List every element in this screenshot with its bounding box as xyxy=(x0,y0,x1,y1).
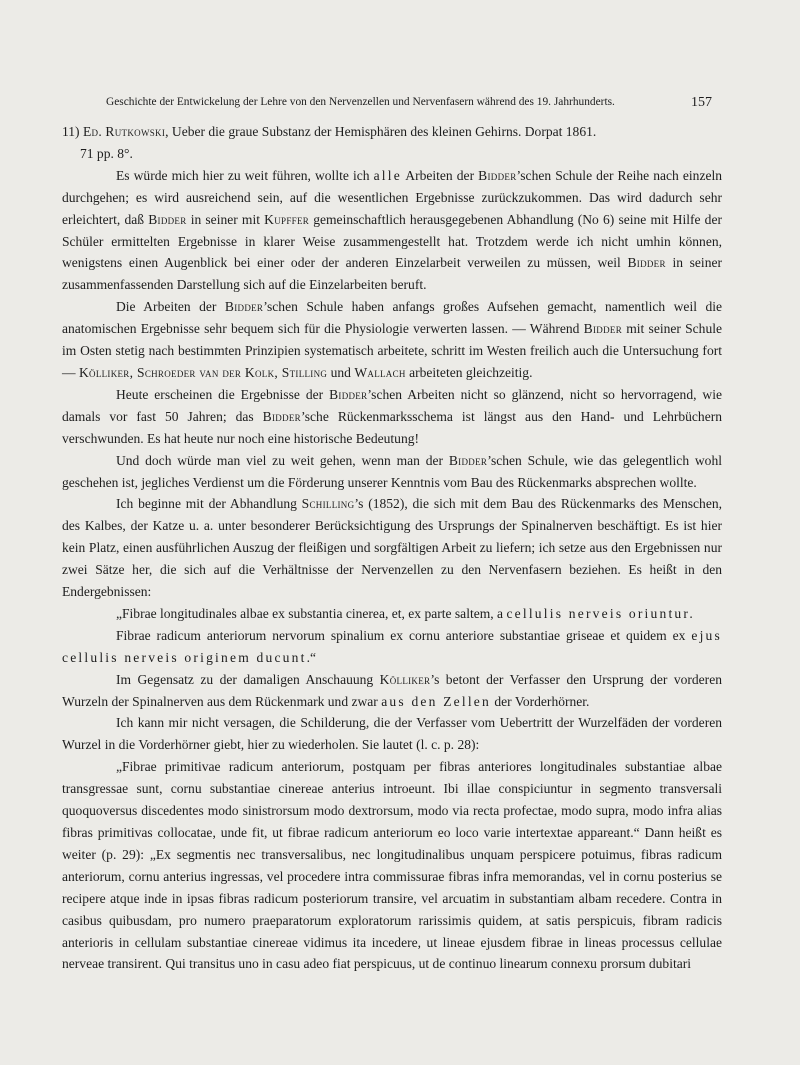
running-title: Geschichte der Entwickelung der Lehre von den Nervenzellen und Nervenfasern während des 19. Jahrhunderts. xyxy=(106,96,615,108)
text-run: „Fibrae longitudinales albae ex substantia cinerea, et, ex parte saltem, a xyxy=(116,605,504,621)
text-run: ’sche Rückenmarksschema ist längst aus den Hand- und Lehrbüchern verschwunden. Es hat heute nur noch eine historische Bedeutung! xyxy=(62,408,722,446)
text-run: Und doch würde man viel zu weit gehen, wenn man der xyxy=(116,452,444,468)
paragraph-2 xyxy=(62,296,722,384)
text-run: in seiner zusammenfassenden Darstellung sich auf die Einzelarbeiten beruft. xyxy=(62,255,722,293)
text-run: ’schen Schule der Reihe nach einzeln durchgehen; es wird ausreichend sein, auf die wesentlichen Ergebnisse zurückzukommen. Das wird dadurch sehr erleichtert, daß xyxy=(62,167,723,227)
reference-pages: 71 pp. 8°. xyxy=(80,145,133,161)
quote-3 xyxy=(62,756,722,975)
person-name: Bidder xyxy=(627,255,666,271)
person-name: Bidder xyxy=(148,211,187,227)
person-name: Bidder xyxy=(262,408,301,424)
text-run: Im Gegensatz zu der damaligen Anschauung xyxy=(116,671,374,687)
text-run: ’schen Schule haben anfangs großes Aufsehen gemacht, namentlich weil die anatomischen Ergebnisse sehr bequem sich für die Physiologie verwerten lassen. — Während xyxy=(62,299,722,337)
text-run: mit seiner Schule im Osten stetig nach bestimmten Prinzipien systematisch arbeitete, schritt im Westen freilich auch die Untersuchung fort — xyxy=(62,321,722,380)
paragraph-3 xyxy=(62,384,722,450)
reference-author-first: Ed. xyxy=(82,124,103,139)
text-run: arbeiteten gleichzeitig. xyxy=(409,364,533,380)
text-run: in seiner mit xyxy=(190,211,260,227)
spaced-phrase: aus den Zellen xyxy=(381,693,491,709)
text-run: Die Arbeiten der xyxy=(116,299,217,315)
paragraph-9 xyxy=(62,712,722,756)
paragraph-5 xyxy=(62,493,722,603)
person-name: Bidder xyxy=(448,452,488,468)
quote-1 xyxy=(62,603,722,625)
text-run: ’schen Schule, wie das gelegentlich wohl geschehen ist, jegliches Verdienst um die Förderung unserer Kenntnis vom Bau des Rückenmarks absprechen wollte. xyxy=(62,452,722,490)
text-run: Es würde mich hier zu weit führen, wollte ich xyxy=(116,167,370,183)
paragraph-8 xyxy=(62,669,722,713)
reference-entry xyxy=(62,121,722,165)
text-run: ’schen Arbeiten nicht so glänzend, nicht so hervorragend, wie damals vor fast 50 Jahren; das xyxy=(62,386,722,424)
text-run: der Vorderhörner. xyxy=(494,693,590,709)
person-name: Bidder xyxy=(478,167,517,183)
text-run: Arbeiten der xyxy=(405,167,475,183)
paragraph-1 xyxy=(62,165,722,296)
person-names: Kölliker, Schroeder van der Kolk, Stilling xyxy=(78,364,328,380)
quote-2 xyxy=(62,625,722,669)
body-text xyxy=(62,121,722,975)
person-name: Wallach xyxy=(354,364,406,380)
person-name: Bidder xyxy=(329,386,368,402)
text-run: .“ xyxy=(306,649,316,665)
person-name: Kölliker xyxy=(379,671,431,687)
reference-number: 11) xyxy=(62,124,80,139)
paragraph-4 xyxy=(62,450,722,494)
reference-title: , Ueber die graue Substanz der Hemisphären des kleinen Gehirns. Dorpat 1861. xyxy=(165,124,597,139)
text-run: Ich kann mir nicht versagen, die Schilderung, die der Verfasser vom Uebertritt der Wurzelfäden der vorderen Wurzel in die Vorderhörner giebt, hier zu wiederholen. Sie lautet (l. c. p. 28): xyxy=(62,715,722,753)
text-run: Fibrae radicum anteriorum nervorum spinalium ex cornu anteriore substantiae griseae et quidem ex xyxy=(116,627,686,643)
spaced-phrase: cellulis nerveis oriuntur. xyxy=(506,605,695,621)
running-header xyxy=(106,96,712,108)
text-run: ’s (1852), die sich mit dem Bau des Rückenmarks des Menschen, des Kalbes, der Katze u. a. unter besonderer Berücksichtigung des Ursprungs der Spinalnerven beschäftigt. Es ist hier kein Platz, einen ausführlichen Auszug der fleißigen und sorgfältigen Arbeit zu liefern; ich setze aus den Ergebnissen nur zwei Sätze her, die sich auf die Verhältnisse der Nervenzellen zu den Nervenfasern beziehen. Es heißt in den Endergebnissen: xyxy=(62,496,722,600)
text-run: ’s betont der Verfasser den Ursprung der vorderen Wurzeln der Spinalnerven aus dem Rückenmark und zwar xyxy=(62,671,722,709)
person-name: Schilling xyxy=(301,496,355,512)
spaced-word: alle xyxy=(373,167,402,183)
text-run: gemeinschaftlich herausgegebenen Abhandlung (No 6) seine mit Hilfe der Schüler ermittelten Ergebnisse in klarer Weise zusammengestellt hat. Trotzdem werde ich nicht umhin können, wenigstens einen Augenblick bei einer oder der anderen Einzelarbeit verweilen zu müssen, weil xyxy=(62,211,722,271)
page-number: 157 xyxy=(691,95,712,110)
text-run: „Fibrae primitivae radicum anteriorum, postquam per fibras anteriores longitudinales substantiae albae transgressae sunt, cornu substantiae cinereae anterius introeunt. Ibi illae conspiciuntur in segmento transversali quoquoversus discedentes modo sinistrorsum modo dextrorsum, modo via recta profectae, modo supra, modo infra alias fibras primitivas collocatae, unde fit, ut fibrae radicum anteriorum eo loco varie intertextae appareant.“ Dann heißt es weiter (p. 29): „Ex segmentis nec transversalibus, nec longitudinalibus unquam perspicere potuimus, fibras radicum anteriorum, cornu anterius ingressas, vel procedere intra commissurae fibras infra memorandas, vel in cornu posterius se recipere atque inde in ipsas fibras radicum posteriorum transire, vel arcuatim in substantiam albam recedere. Contra in casibus quibusdam, pro numero praeparatorum exploratorum rarissimis quidem, at satis perspicuis, fibram radicis anterioris in cellulam substantiae cinereae vidimus ita incedere, ut lineae ejusdem fibrae in lineas processus cellulae nerveae transirent. Qui transitus uno in casu adeo fiat perspicuus, ut de continuo linearum connexu prorsum dubitari xyxy=(62,759,722,972)
reference-author-last: Rutkowski xyxy=(105,124,166,139)
person-name: Bidder xyxy=(224,299,264,315)
person-name: Bidder xyxy=(583,321,623,337)
text-run: und xyxy=(330,364,351,380)
text-run: Ich beginne mit der Abhandlung xyxy=(116,496,297,512)
text-run: Heute erscheinen die Ergebnisse der xyxy=(116,386,324,402)
spaced-phrase: ejus cellulis nerveis originem ducunt xyxy=(62,627,722,665)
person-name: Kupffer xyxy=(264,211,310,227)
